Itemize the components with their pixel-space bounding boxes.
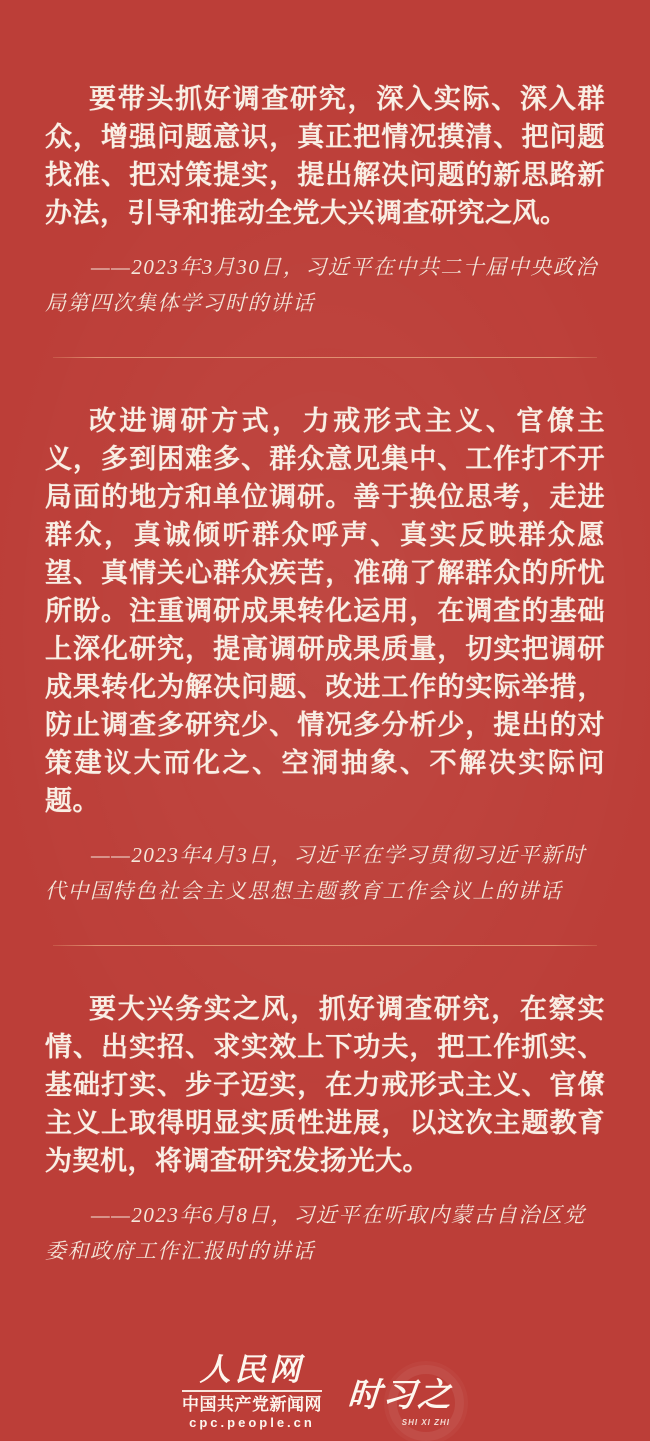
quote-attribution-2: ——2023年4月3日，习近平在学习贯彻习近平新时代中国特色社会主义思想主题教育工作会议上的讲话 [45, 843, 586, 903]
quote-attribution-1: ——2023年3月30日，习近平在中共二十届中央政治局第四次集体学习时的讲话 [45, 255, 598, 315]
peoples-daily-online-logo [182, 1351, 322, 1430]
quote-section-3 [45, 990, 605, 1269]
quote-text-1: 要带头抓好调查研究，深入实际、深入群众，增强问题意识，真正把情况摸清、把问题找准、把对策提实，提出解决问题的新思路新办法，引导和推动全党大兴调查研究之风。 [45, 84, 605, 228]
quote-section-2 [45, 402, 605, 909]
quote-text-2: 改进调研方式，力戒形式主义、官僚主义，多到困难多、群众意见集中、工作打不开局面的地方和单位调研。善于换位思考，走进群众，真诚倾听群众呼声、真实反映群众愿望、真情关心群众疾苦，准确了解群众的所忧所盼。注重调研成果转化运用，在调查的基础上深化研究，提高调研成果质量，切实把调研成果转化为解决问题、改进工作的实际举措，防止调查多研究少、情况多分析少，提出的对策建议大而化之、空洞抽象、不解决实际问题。 [45, 406, 605, 816]
shixizhi-subtitle: SHI XI ZHI [401, 1418, 450, 1427]
cpc-news-site-label: 中国共产党新闻网 [182, 1394, 322, 1414]
quote-text-3: 要大兴务实之风，抓好调查研究，在察实情、出实招、求实效上下功夫，把工作抓实、基础打实、步子迈实，在力戒形式主义、官僚主义上取得明显实质性进展，以这次主题教育为契机，将调查研究发扬光大。 [45, 994, 605, 1176]
section-divider-1 [53, 357, 597, 358]
shixizhi-logo [348, 1351, 468, 1431]
renminwang-script-icon: 人民网 [182, 1354, 322, 1392]
footer-logos [45, 1351, 605, 1431]
quote-section-1 [45, 80, 605, 321]
quote-attribution-3: ——2023年6月8日，习近平在听取内蒙古自治区党委和政府工作汇报时的讲话 [45, 1203, 586, 1263]
section-divider-2 [53, 945, 597, 946]
shixizhi-title: 时习之 [346, 1376, 455, 1413]
cpc-news-url-label: cpc.people.cn [189, 1414, 315, 1430]
